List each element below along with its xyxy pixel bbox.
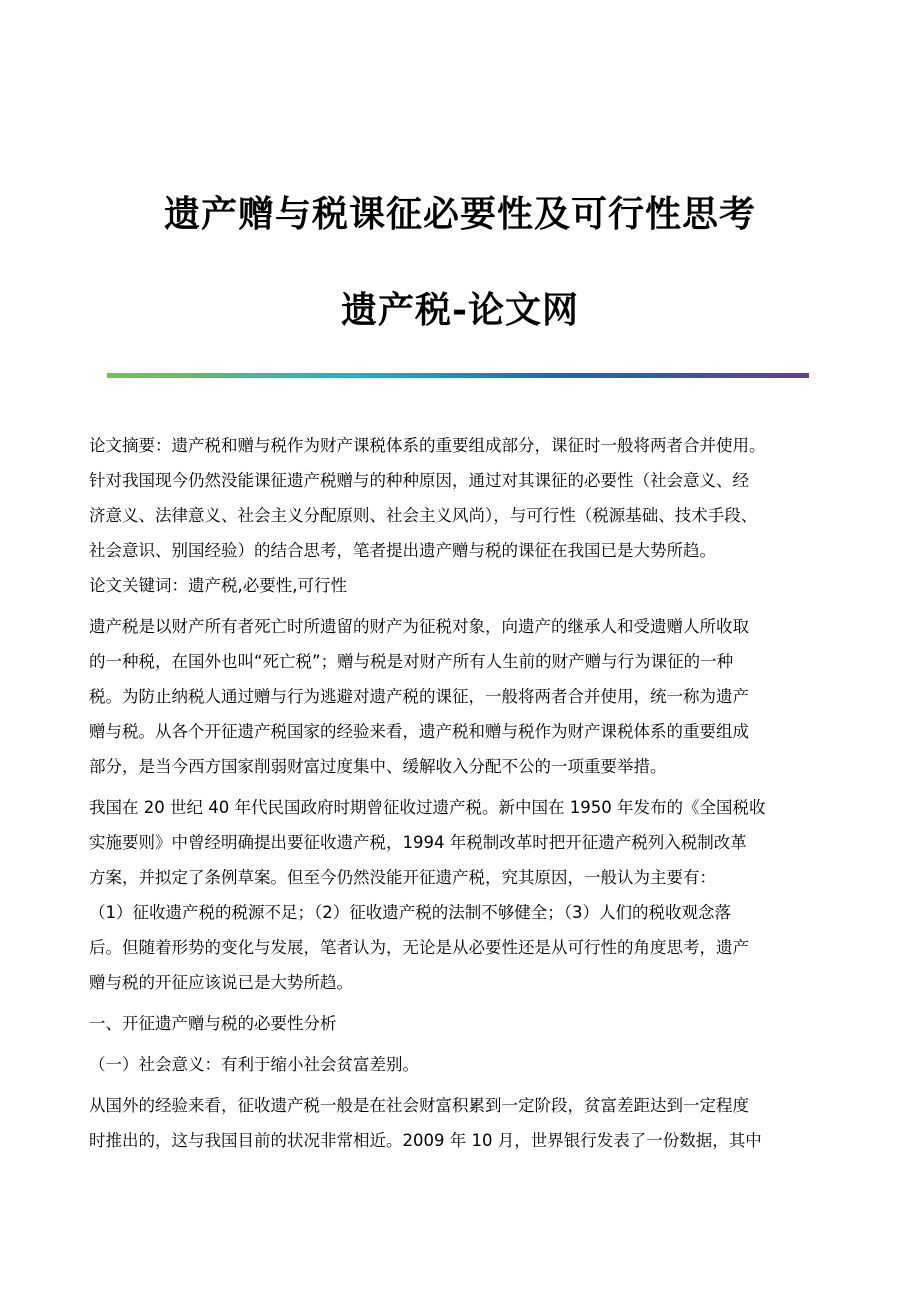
paragraph-line: 部分，是当今西方国家削弱财富过度集中、缓解收入分配不公的一项重要举措。 (89, 757, 667, 776)
paragraph-line: 实施要则》中曾经明确提出要征收遗产税，1994 年税制改革时把开征遗产税列入税制改革 (89, 833, 747, 852)
paragraph-line: 后。但随着形势的变化与发展，笔者认为，无论是从必要性还是从可行性的角度思考，遗产 (89, 938, 749, 957)
section-heading-1 (89, 1006, 849, 1041)
paragraph-line: 赠与税。从各个开征遗产税国家的经验来看，遗产税和赠与税作为财产课税体系的重要组成 (89, 722, 749, 741)
keywords-paragraph (89, 568, 849, 603)
body-paragraph-1 (89, 609, 849, 784)
document-subtitle: 遗产税-论文网 (341, 289, 579, 331)
paragraph-line: 赠与税的开征应该说已是大势所趋。 (89, 973, 353, 992)
abstract-line: 论文摘要：遗产税和赠与税作为财产课税体系的重要组成部分，课征时一般将两者合并使用。 (89, 436, 766, 455)
paragraph-line: 从国外的经验来看，征收遗产税一般是在社会财富积累到一定阶段，贫富差距达到一定程度 (89, 1096, 749, 1115)
paragraph-line: 遗产税是以财产所有者死亡时所遗留的财产为征税对象，向遗产的继承人和受遗赠人所收取 (89, 617, 749, 636)
abstract-paragraph (89, 428, 849, 568)
abstract-line: 针对我国现今仍然没能课征遗产税赠与的种种原因，通过对其课征的必要性（社会意义、经 (89, 471, 749, 490)
paragraph-line: 的一种税，在国外也叫“死亡税”；赠与税是对财产所有人生前的财产赠与行为课征的一种 (89, 652, 734, 671)
section-heading-text: 一、开征遗产赠与税的必要性分析 (89, 1014, 337, 1033)
abstract-line: 社会意识、别国经验）的结合思考，笔者提出遗产赠与税的课征在我国已是大势所趋。 (89, 541, 716, 560)
paragraph-line: 我国在 20 世纪 40 年代民国政府时期曾征收过遗产税。新中国在 1950 年发布的《全国税收 (89, 798, 766, 817)
subsection-heading-1 (89, 1047, 849, 1082)
title-divider (107, 373, 809, 378)
paragraph-line: 方案，并拟定了条例草案。但至今仍然没能开征遗产税，究其原因，一般认为主要有： (89, 868, 716, 887)
document-title: 遗产赠与税课征必要性及可行性思考 (163, 193, 756, 235)
keywords-line: 论文关键词：遗产税,必要性,可行性 (89, 576, 347, 595)
body-paragraph-3 (89, 1088, 849, 1158)
paragraph-line: 时推出的，这与我国目前的状况非常相近。2009 年 10 月，世界银行发表了一份数据，其中 (89, 1131, 762, 1150)
subsection-heading-text: （一）社会意义：有利于缩小社会贫富差别。 (89, 1055, 419, 1074)
paragraph-line: 税。为防止纳税人通过赠与行为逃避对遗产税的课征，一般将两者合并使用，统一称为遗产 (89, 687, 749, 706)
paragraph-line: （1）征收遗产税的税源不足；（2）征收遗产税的法制不够健全；（3）人们的税收观念落 (89, 903, 731, 922)
abstract-line: 济意义、法律意义、社会主义分配原则、社会主义风尚），与可行性（税源基础、技术手段、 (89, 506, 758, 525)
body-paragraph-2 (89, 790, 849, 1000)
document-body (89, 428, 849, 1158)
